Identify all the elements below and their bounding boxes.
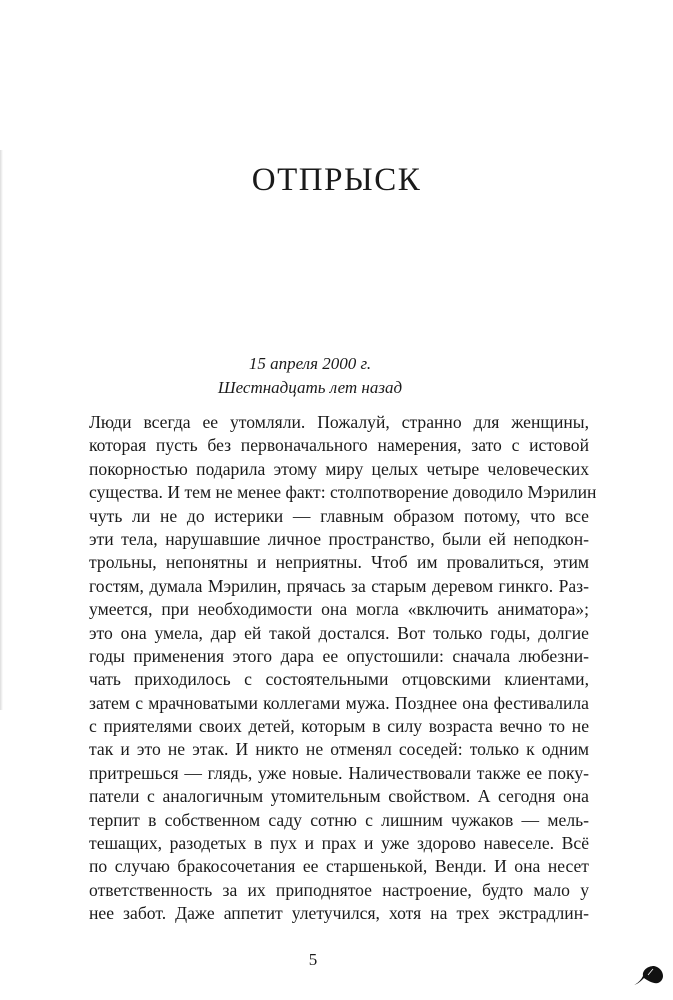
text-line: чать приходилось с состоятельными отцовскими клиентами, xyxy=(89,669,589,690)
text-line: притрешься — глядь, уже новые. Наличествовали также ее поку- xyxy=(89,762,589,783)
dateline-date: 15 апреля 2000 г. xyxy=(248,354,372,373)
text-line: которая пусть без первоначального намерения, зато с истовой xyxy=(89,435,589,456)
text-line: Люди всегда ее утомляли. Пожалуй, странно для женщины, xyxy=(89,412,589,432)
text-line: ответственность за их приподнятое настроение, будто мало у xyxy=(89,879,589,900)
text-line: патели с аналогичным утомительным свойством. А сегодня она xyxy=(89,786,589,807)
text-line: трольны, непонятны и неприятны. Чтоб им провалиться, этим xyxy=(89,552,589,573)
text-line: годы применения этого дара ее опустошили: сначала любезни- xyxy=(89,645,589,666)
text-line: нее забот. Даже аппетит улетучился, хотя на трех экстрадлин- xyxy=(89,903,589,924)
text-line: терпит в собственном саду сотню с лишним чужаков — мель- xyxy=(89,809,589,830)
text-line: чуть ли не до истерики — главным образом потому, что все xyxy=(89,505,589,526)
text-line: покорностью подарила этому миру целых четыре человеческих xyxy=(89,458,589,479)
text-line: эти тела, нарушавшие личное пространство, были ей неподкон- xyxy=(89,528,589,549)
body-text xyxy=(89,411,597,926)
text-line: гостям, думала Мэрилин, прячась за старым деревом гинкго. Раз- xyxy=(89,575,589,596)
text-line: так и это не этак. И никто не отменял соседей: только к одним xyxy=(89,739,589,760)
chapter-dateline xyxy=(0,352,620,400)
text-line: умеется, при необходимости она могла «включить аниматора»; xyxy=(89,599,589,620)
text-line: с приятелями своих детей, которым в силу возраста вечно то не xyxy=(89,716,589,737)
chapter-title: ОТПРЫСК xyxy=(251,162,422,198)
text-line: это она умела, дар ей такой достался. Вот только годы, долгие xyxy=(89,622,589,643)
page-edge-shadow xyxy=(0,150,3,710)
text-line: по случаю бракосочетания ее старшенькой, Венди. И она несет xyxy=(89,856,589,877)
ginkgo-leaf-icon xyxy=(631,964,665,988)
text-line: затем с мрачноватыми коллегами мужа. Позднее она фестивалила xyxy=(89,692,589,713)
dateline-subtitle: Шестнадцать лет назад xyxy=(217,378,403,397)
page-number: 5 xyxy=(308,950,318,969)
text-line: существа. И тем не менее факт: столпотворение доводило Мэрилин xyxy=(89,482,597,503)
text-line: тешащих, разодетых в пух и прах и уже здорово навеселе. Всё xyxy=(89,833,589,854)
